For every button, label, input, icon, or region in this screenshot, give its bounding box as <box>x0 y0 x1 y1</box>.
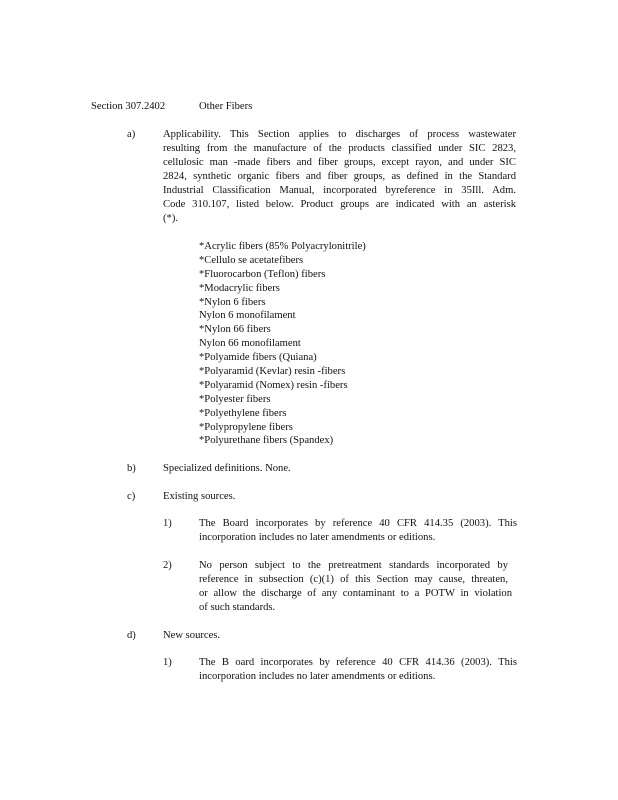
product-group-item: *Polyaramid (Nomex) resin -fibers <box>199 379 348 391</box>
product-group-item: *Cellulo se acetatefibers <box>199 254 304 266</box>
product-group-item: *Polyaramid (Kevlar) resin -fibers <box>199 366 346 378</box>
product-group-item: *Polypropylene fibers <box>199 421 293 433</box>
item-c2-line: or allow the discharge of any contaminant to a POTW in violation <box>199 588 512 599</box>
product-group-item: *Polyamide fibers (Quiana) <box>199 352 317 364</box>
product-group-item: *Modacrylic fibers <box>199 282 280 294</box>
subsection-a-line: Industrial Classification Manual, incorporated byreference in 35Ill. Adm. <box>163 185 516 196</box>
item-d1-line: The B oard incorporates by reference 40 CFR 414.36 (2003). This <box>199 657 517 668</box>
subsection-a-line: (*). <box>163 213 179 224</box>
subsection-a-line: cellulosic man -made fibers and fiber groups, except rayon, and under SIC <box>163 157 516 168</box>
product-group-item: *Nylon 6 fibers <box>199 296 266 308</box>
section-number: Section 307.2402 <box>91 101 166 112</box>
subsection-c-marker: c) <box>127 491 136 502</box>
item-c2-line: No person subject to the pretreatment standards incorporated by <box>199 560 508 571</box>
product-group-item: *Polyethylene fibers <box>199 407 287 419</box>
item-c2-line: reference in subsection (c)(1) of this Section may cause, threaten, <box>199 574 508 585</box>
subsection-a-line: Code 310.107, listed below. Product groups are indicated with an asterisk <box>163 199 516 210</box>
subsection-a-line: resulting from the manufacture of the products classified under SIC 2823, <box>163 143 516 154</box>
product-group-list <box>199 240 366 448</box>
subsection-b-marker: b) <box>127 463 136 474</box>
product-group-item: *Fluorocarbon (Teflon) fibers <box>199 268 326 280</box>
subsection-d-heading: New sources. <box>163 630 221 641</box>
item-c1-line: The Board incorporates by reference 40 CFR 414.35 (2003). This <box>199 518 517 529</box>
subsection-a-line: Applicability. This Section applies to discharges of process wastewater <box>163 129 516 140</box>
item-c1-line: incorporation includes no later amendments or editions. <box>199 532 436 543</box>
item-d1-line: incorporation includes no later amendments or editions. <box>199 671 436 682</box>
subsection-b-text: Specialized definitions. None. <box>163 463 291 474</box>
subsection-a-marker: a) <box>127 129 136 140</box>
subsection-d-marker: d) <box>127 630 136 641</box>
item-c2-line: of such standards. <box>199 602 276 613</box>
product-group-item: *Nylon 66 fibers <box>199 324 271 336</box>
item-d1-marker: 1) <box>163 657 172 668</box>
product-group-item: Nylon 6 monofilament <box>199 310 296 322</box>
product-group-item: *Polyurethane fibers (Spandex) <box>199 435 334 447</box>
item-c2-marker: 2) <box>163 560 172 571</box>
product-group-item: *Polyester fibers <box>199 393 271 405</box>
subsection-a-line: 2824, synthetic organic fibers and fiber groups, as defined in the Standard <box>163 171 516 182</box>
product-group-item: Nylon 66 monofilament <box>199 338 301 350</box>
section-title: Other Fibers <box>199 101 253 112</box>
product-group-item: *Acrylic fibers (85% Polyacrylonitrile) <box>199 241 366 252</box>
subsection-c-heading: Existing sources. <box>163 491 236 502</box>
item-c1-marker: 1) <box>163 518 172 529</box>
